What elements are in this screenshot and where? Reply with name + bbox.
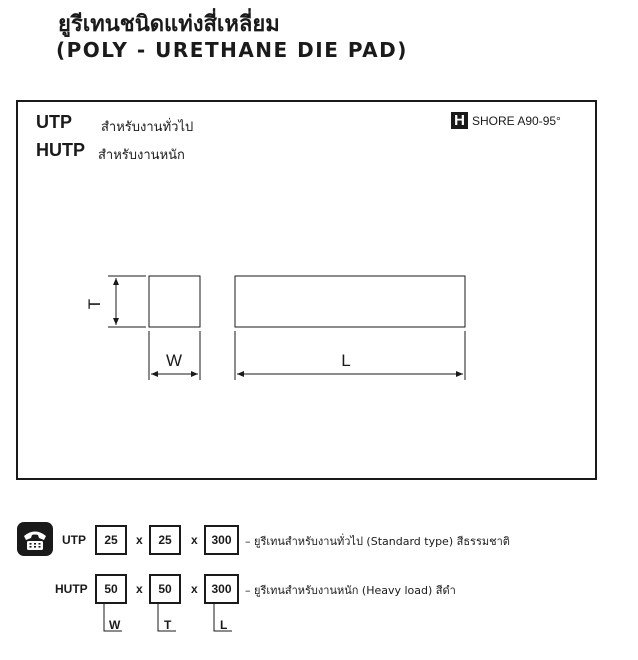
type-code-hutp: HUTP bbox=[36, 140, 85, 160]
times-sign: x bbox=[136, 582, 143, 596]
order-utp-w-box: 25 bbox=[95, 525, 127, 555]
shore-hardness: SHORE A90-95° bbox=[472, 113, 561, 128]
title-thai: ยูรีเทนชนิดแท่งสี่เหลี่ยม bbox=[58, 12, 280, 37]
times-sign: x bbox=[191, 533, 198, 547]
order-utp-l-box: 300 bbox=[204, 525, 239, 555]
h-logo-icon: H bbox=[451, 112, 468, 129]
legend-t: T bbox=[164, 618, 172, 632]
legend-w: W bbox=[109, 618, 121, 632]
title-english: (POLY - URETHANE DIE PAD) bbox=[56, 38, 408, 62]
order-utp-t-box: 25 bbox=[149, 525, 181, 555]
type-desc-hutp: สำหรับงานหนัก bbox=[98, 148, 185, 163]
dimension-drawing bbox=[18, 102, 599, 482]
order-utp-desc: – ยูรีเทนสำหรับงานทั่วไป (Standard type) สีธรรมชาติ bbox=[245, 535, 510, 548]
t-label: T bbox=[85, 298, 104, 310]
order-row-utp-label: UTP bbox=[62, 533, 86, 547]
cross-section-square bbox=[149, 276, 200, 327]
order-hutp-l-box: 300 bbox=[204, 574, 239, 604]
order-row-hutp-label: HUTP bbox=[55, 582, 88, 596]
type-code-utp: UTP bbox=[36, 112, 72, 132]
w-label: W bbox=[165, 351, 183, 370]
phone-icon bbox=[17, 522, 53, 556]
dimension-panel bbox=[16, 100, 597, 480]
order-hutp-t-box: 50 bbox=[149, 574, 181, 604]
type-desc-utp: สำหรับงานทั่วไป bbox=[101, 120, 194, 135]
l-label: L bbox=[341, 351, 351, 370]
times-sign: x bbox=[191, 582, 198, 596]
times-sign: x bbox=[136, 533, 143, 547]
order-hutp-w-box: 50 bbox=[95, 574, 127, 604]
order-hutp-desc: – ยูรีเทนสำหรับงานหนัก (Heavy load) สีดำ bbox=[245, 584, 456, 597]
bar-length-view bbox=[235, 276, 465, 327]
legend-l: L bbox=[220, 618, 228, 632]
